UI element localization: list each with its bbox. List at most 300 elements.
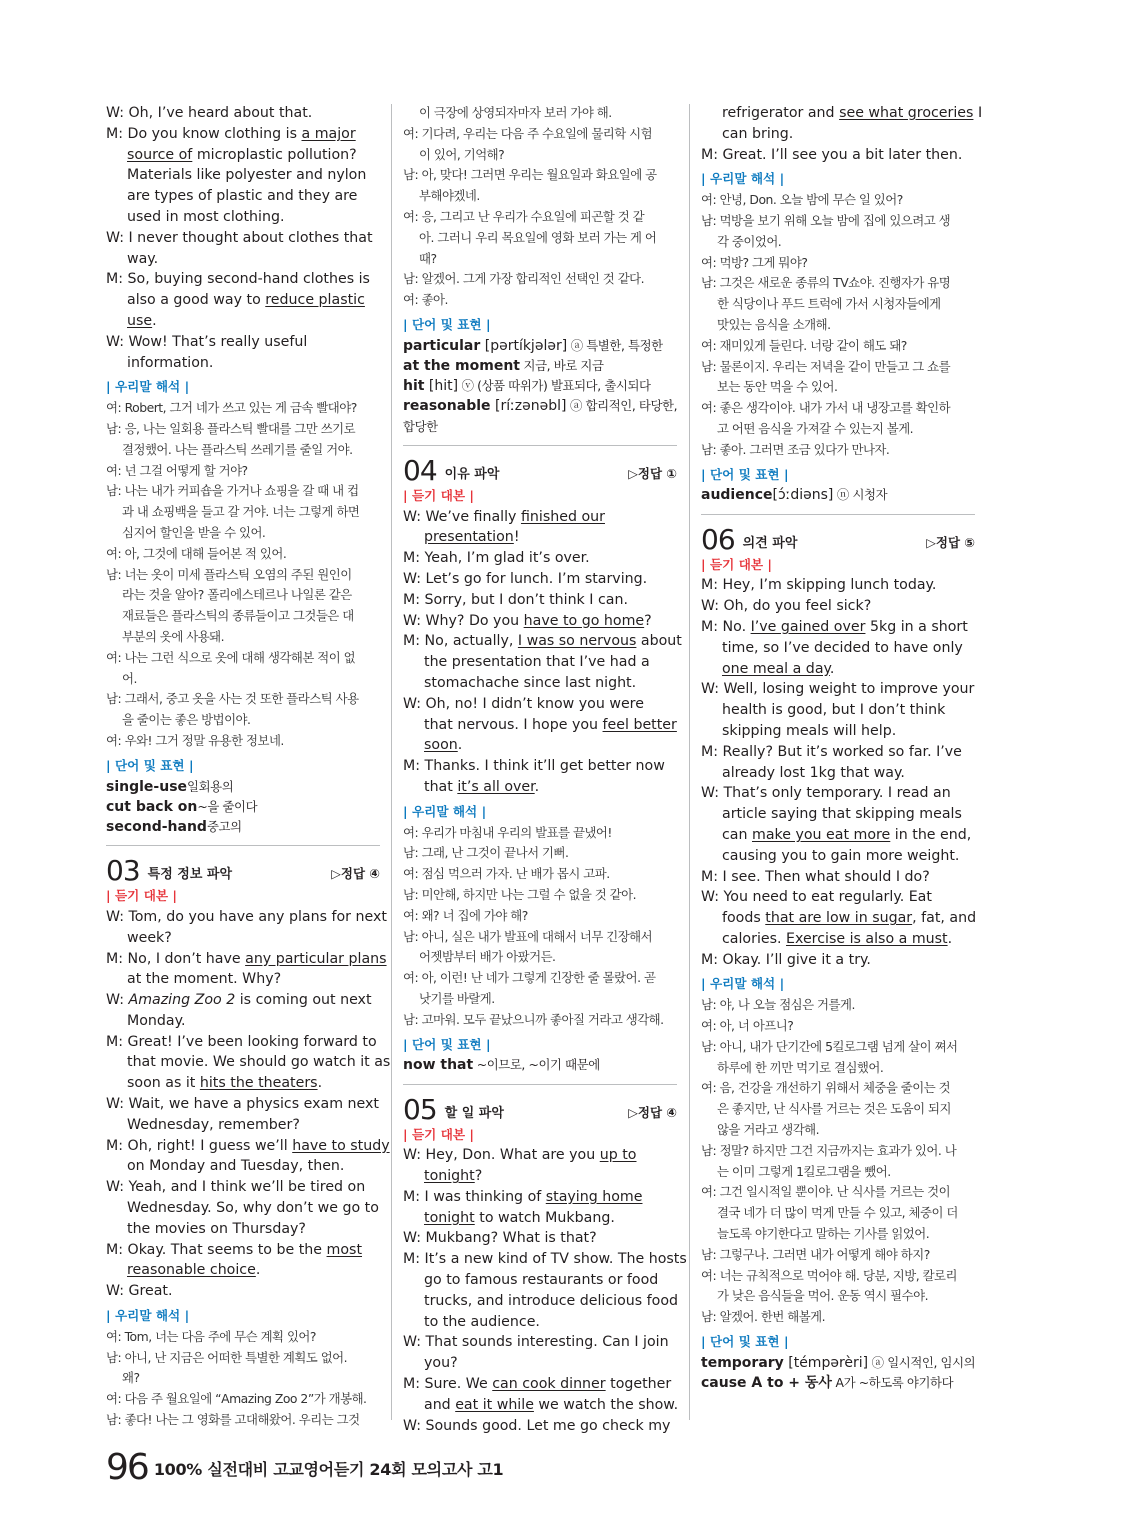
translation-line: 남: 아니, 실은 내가 발표에 대해서 너무 긴장해서 [403, 928, 653, 944]
underlined-phrase: use [127, 312, 153, 329]
script-line [701, 950, 975, 971]
translation-line: 한 식당이나 푸드 트럭에 가서 시청자들에게 [717, 296, 941, 312]
section-heading-script: | 듣기 대본 | [701, 556, 773, 572]
translation-line: 여: 응, 그리고 난 우리가 수요일에 피곤할 것 같 [403, 208, 645, 224]
translation-block [106, 398, 380, 752]
answer-label: ▷정답 ① [628, 465, 677, 481]
script-line [701, 804, 975, 825]
script-text: to watch Mukbang. [474, 1209, 615, 1226]
script-line [403, 1353, 677, 1374]
script-text: article saying that skipping meals [722, 806, 962, 823]
script-text: time, so I’ve decided to have only [722, 639, 963, 656]
script-line [701, 124, 975, 145]
script-text: foods [722, 910, 766, 927]
vocab-meaning: 합당한 [403, 418, 438, 434]
script-text: causing you to gain more weight. [722, 847, 960, 864]
script-line [106, 949, 387, 970]
underlined-phrase: staying home [545, 1188, 643, 1205]
script-text: microplastic pollution? [192, 146, 357, 163]
script-text: is coming out next [235, 992, 372, 1009]
translation-line: 부해야겠네. [419, 188, 480, 204]
script-text: at the moment. Why? [127, 971, 282, 988]
translation-line: 남: 그래서, 중고 옷을 사는 것 또한 플라스틱 사용 [106, 691, 359, 707]
script-text: we watch the show. [533, 1396, 679, 1413]
script-text: that [424, 778, 458, 795]
section-heading-script: | 듣기 대본 | [403, 487, 475, 503]
script-text: M: It’s a new kind of TV show. The hosts [403, 1251, 687, 1268]
script-line [403, 1187, 677, 1208]
translation-line: 하루에 한 끼만 먹기로 결심했어. [717, 1059, 884, 1075]
script-text: to the audience. [424, 1313, 540, 1330]
script-line [701, 575, 975, 596]
translation-line: 보는 동안 먹을 수 있어. [717, 379, 838, 395]
translation-line: 여: 좋아. [403, 292, 448, 308]
script-text: M: No, I don’t have [106, 950, 246, 967]
script-text: M: Do you know clothing is [106, 125, 302, 142]
question-header-05 [403, 1091, 677, 1125]
script-line [106, 1011, 380, 1032]
vocab-word: audience [701, 487, 773, 504]
script-text: . [829, 660, 835, 677]
translation-line: 않을 거라고 생각해. [717, 1122, 820, 1138]
script-text: M: Oh, right! I guess we’ll [106, 1137, 293, 1154]
script-text: week? [127, 929, 172, 946]
underlined-phrase: source of [127, 146, 193, 163]
underlined-phrase: any particular plans [245, 950, 387, 967]
script-text: that nervous. I hope you [424, 716, 603, 733]
script-line [701, 887, 975, 908]
script-text: M: Really? But it’s worked so far. I’ve [701, 743, 962, 760]
vocab-entry [701, 1353, 975, 1373]
script-line [403, 507, 677, 528]
script-line [106, 1177, 380, 1198]
script-text: M: Thanks. I think it’ll get better now [403, 758, 665, 775]
translation-block [701, 190, 975, 460]
underlined-phrase: reasonable choice [127, 1262, 256, 1279]
script-text: M: Yeah, I’m glad it’s over. [403, 550, 590, 567]
section-heading-vocab: | 단어 및 표현 | [403, 316, 491, 332]
script-text: . [947, 930, 953, 947]
script-line [106, 207, 380, 228]
vocab-entry [106, 817, 380, 837]
underlined-phrase: feel better [602, 716, 677, 733]
script-block [106, 907, 391, 1302]
vocab-meaning: 지금, 바로 지금 [520, 357, 604, 373]
script-line [403, 631, 682, 652]
book-title: 100% 실전대비 고교영어듣기 24회 모의고사 고1 [153, 1460, 504, 1479]
script-text: on Monday and Tuesday, then. [127, 1158, 345, 1175]
translation-line: 재료들은 플라스틱의 종류들이고 그것들은 대 [122, 608, 354, 624]
translation-line: 남: 그래, 난 그것이 끝나서 기뻐. [403, 845, 569, 861]
translation-line: 어젯밤부터 배가 아팠거든. [419, 949, 556, 965]
translation-line: 남: 알겠어. 그게 가장 합리적인 선택인 것 같다. [403, 271, 645, 287]
question-type: 의견 파악 [742, 535, 798, 551]
script-text: soon as it [127, 1075, 200, 1092]
script-line [106, 1136, 390, 1157]
script-text: M: Hey, I’m skipping lunch today. [701, 577, 937, 594]
underlined-phrase: reduce plastic [265, 292, 365, 309]
translation-line: 라는 것을 알아? 폴리에스테르나 나일론 같은 [122, 587, 352, 603]
translation-line: 여: Robert, 그거 네가 쓰고 있는 게 금속 빨대야? [106, 400, 357, 416]
translation-line: 여: 아, 너 아프니? [701, 1018, 794, 1034]
script-block [403, 507, 682, 798]
script-text: W: Well, losing weight to improve your [701, 681, 975, 698]
script-line [701, 700, 975, 721]
underlined-phrase: can cook dinner [492, 1376, 606, 1393]
vocab-word: cause A to + 동사 [701, 1375, 832, 1392]
vocab-word: temporary [701, 1354, 784, 1371]
vocab-entry [403, 336, 677, 356]
section-heading-vocab: | 단어 및 표현 | [403, 1036, 491, 1052]
translation-line: 남: 고마워. 모두 끝났으니까 좋아질 거라고 생각해. [403, 1011, 664, 1027]
translation-line: 늘도록 야기한다고 말하는 기사를 읽었어. [717, 1226, 930, 1242]
underlined-phrase: eat it while [455, 1396, 534, 1413]
script-text: W: Why? Do you [403, 612, 524, 629]
script-text: also a good way to [127, 292, 266, 309]
vocab-entry [106, 797, 380, 817]
vocab-word: hit [403, 378, 425, 395]
script-block [106, 103, 380, 373]
script-line [701, 825, 975, 846]
translation-line: 남: 아, 맞다! 그러면 우리는 월요일과 화요일에 공 [403, 167, 657, 183]
column-2 [403, 103, 687, 1436]
script-line [106, 1073, 380, 1094]
vocab-block [403, 1055, 677, 1075]
script-line [106, 928, 380, 949]
script-line [701, 596, 975, 617]
script-text: Amazing Zoo 2 [128, 992, 236, 1009]
question-header-06 [701, 521, 975, 555]
script-line [106, 1156, 380, 1177]
translation-line: 는 이미 그렇게 1킬로그램을 뺐어. [717, 1163, 891, 1179]
script-line [403, 1395, 677, 1416]
translation-line: 남: 물론이지. 우리는 저녁을 같이 만들고 그 쇼를 [701, 358, 951, 374]
underlined-phrase: soon [424, 737, 458, 754]
script-text: W: [106, 992, 129, 1009]
underlined-phrase: see what groceries [839, 105, 974, 121]
script-line [403, 1416, 677, 1437]
script-block [701, 575, 975, 970]
script-text: used in most clothing. [127, 208, 285, 225]
script-line [106, 145, 380, 166]
vocab-entry [701, 1373, 975, 1393]
translation-line: 때? [419, 250, 437, 266]
translation-line: 남: 야, 나 오늘 점심은 거를게. [701, 997, 855, 1013]
translation-line: 여: 안녕, Don. 오늘 밤에 무슨 일 있어? [701, 192, 903, 208]
section-heading-translation: | 우리말 해석 | [701, 976, 785, 992]
script-text: W: Hey, Don. What are you [403, 1147, 600, 1164]
underlined-phrase: I was so nervous [517, 633, 637, 650]
translation-line: 여: 점심 먹으러 가자. 난 배가 몹시 고파. [403, 866, 610, 882]
translation-line: 남: 너는 옷이 미세 플라스틱 오염의 주된 원인이 [106, 566, 352, 582]
script-text: go to famous restaurants or food [424, 1272, 659, 1289]
script-text: W: Tom, do you have any plans for next [106, 908, 387, 925]
script-text: M: Okay. That seems to be the [106, 1241, 327, 1258]
translation-line: 어. [122, 670, 137, 686]
question-header-03 [106, 852, 380, 886]
question-number: 03 [106, 854, 140, 888]
underlined-phrase: have to go home [523, 612, 645, 629]
section-heading-translation: | 우리말 해석 | [403, 803, 487, 819]
script-line [701, 679, 975, 700]
translation-line: 남: 정말? 하지만 그건 지금까지는 효과가 있어. 나 [701, 1142, 957, 1158]
script-text: W: Oh, no! I didn’t know you were [403, 695, 644, 712]
translation-line: 여: 좋은 생각이야. 내가 가서 내 냉장고를 확인하 [701, 400, 951, 416]
translation-line: 여: 나는 그런 식으로 옷에 대해 생각해본 적이 없 [106, 649, 356, 665]
script-text: Wednesday, remember? [127, 1116, 300, 1133]
script-text: health is good, but I don’t think [722, 702, 946, 719]
vocab-meaning: 일회용의 [187, 778, 234, 794]
pronunciation: [ɔ́ːdiəns] [772, 487, 834, 504]
translation-line: 가 낮은 음식들을 먹어. 운동 역시 필수야. [717, 1288, 929, 1304]
translation-line: 여: 왜? 너 집에 가야 해? [403, 907, 528, 923]
script-text: way. [127, 250, 159, 267]
translation-line: 여: Tom, 너는 다음 주에 무슨 계획 있어? [106, 1328, 316, 1344]
script-text: M: So, buying second-hand clothes is [106, 271, 370, 288]
script-text: W: Mukbang? What is that? [403, 1230, 597, 1247]
vocab-entry [106, 777, 380, 797]
script-line [701, 929, 975, 950]
script-line [701, 721, 975, 742]
script-line [701, 783, 975, 804]
script-line [403, 1332, 677, 1353]
pronunciation: [hit] [424, 378, 459, 395]
vocab-block [701, 1353, 975, 1393]
script-text: Monday. [127, 1012, 186, 1029]
script-line [106, 249, 380, 270]
script-text: . [255, 1262, 261, 1279]
script-line [403, 652, 677, 673]
translation-line: 부분의 옷에 사용돼. [122, 628, 225, 644]
translation-line: 여: 넌 그걸 어떻게 할 거야? [106, 462, 248, 478]
script-text: the movies on Thursday? [127, 1220, 306, 1237]
script-text: refrigerator and [722, 105, 840, 121]
pronunciation: [pərtíkjələr] [480, 337, 568, 354]
script-line [106, 990, 380, 1011]
divider [701, 514, 975, 515]
script-text: M: I see. Then what should I do? [701, 868, 930, 885]
script-line [106, 103, 380, 124]
script-text: W: Oh, I’ve heard about that. [106, 105, 313, 121]
translation-line: 이 극장에 상영되자마자 보러 가야 해. [419, 105, 612, 120]
vocab-entry [403, 356, 677, 376]
script-line [106, 907, 387, 928]
script-line [106, 969, 380, 990]
script-line [403, 611, 677, 632]
section-heading-vocab: | 단어 및 표현 | [701, 1334, 789, 1350]
translation-line: 남: 아니, 난 지금은 어떠한 특별한 계획도 없어. [106, 1349, 348, 1365]
script-line [403, 590, 677, 611]
script-text: skipping meals will help. [722, 722, 897, 739]
vocab-block [701, 485, 975, 505]
script-line [106, 228, 380, 249]
script-line [701, 103, 983, 124]
translation-line: 남: 알겠어. 한번 해볼게. [701, 1309, 826, 1325]
translation-line: 여: 기다려, 우리는 다음 주 수요일에 물리학 시험 [403, 125, 653, 141]
question-header-04 [403, 452, 677, 486]
translation-block [701, 995, 975, 1328]
translation-line: 남: 아니, 내가 단기간에 5킬로그램 넘게 살이 쪄서 [701, 1038, 958, 1054]
translation-line: 남: 그렇구나. 그러면 내가 어떻게 해야 하지? [701, 1246, 930, 1262]
underlined-phrase: tonight [424, 1168, 475, 1185]
script-line [403, 777, 677, 798]
script-text: M: Okay. I’ll give it a try. [701, 951, 871, 968]
section-heading-vocab: | 단어 및 표현 | [701, 466, 789, 482]
underlined-phrase: a major [301, 125, 356, 142]
script-text: . [534, 778, 540, 795]
underlined-phrase: I’ve gained over [750, 618, 866, 635]
script-text: that movie. We should go watch it as [127, 1054, 391, 1071]
answer-label: ▷정답 ④ [331, 866, 380, 882]
question-type: 이유 파악 [444, 466, 500, 482]
translation-line: 아. 그러니 우리 목요일에 영화 보러 가는 게 어 [419, 229, 657, 245]
script-line [403, 1270, 677, 1291]
script-text: information. [127, 354, 214, 371]
translation-line: 여: 아, 그것에 대해 들어본 적 있어. [106, 545, 287, 561]
vocab-word: reasonable [403, 398, 491, 415]
script-text: W: Oh, do you feel sick? [701, 598, 872, 615]
translation-line: 각 중이었어. [717, 233, 782, 249]
script-text: M: I was thinking of [403, 1188, 546, 1205]
translation-line: 을 줄이는 좋은 방법이야. [122, 712, 251, 728]
script-text: , fat, and [912, 910, 977, 927]
vocab-entry [403, 376, 677, 396]
script-line [106, 1260, 380, 1281]
vocab-meaning: ⓥ (상품 따위가) 발표되다, 출시되다 [458, 378, 651, 394]
script-text: W: That’s only temporary. I read an [701, 785, 951, 802]
divider [403, 1084, 677, 1085]
translation-line: 남: 미안해, 하지만 나는 그럴 수 없을 것 같아. [403, 886, 637, 902]
translation-block [403, 823, 677, 1031]
vocab-entry [701, 485, 975, 505]
vocab-entry [403, 396, 677, 416]
vocab-meaning: A가 ~하도록 야기하다 [831, 1375, 954, 1391]
script-text: W: Sounds good. Let me go check my [403, 1417, 671, 1434]
vocab-meaning: ~을 줄이다 [197, 798, 258, 814]
vocab-word: single-use [106, 778, 188, 795]
translation-line: 낫기를 바랄게. [419, 990, 495, 1006]
script-line [106, 124, 380, 145]
translation-line: 남: 좋아. 그러면 조금 있다가 만나자. [701, 441, 890, 457]
script-line [701, 742, 975, 763]
answer-label: ▷정답 ⑤ [926, 534, 975, 550]
underlined-phrase: up to [599, 1147, 637, 1164]
script-line [701, 638, 975, 659]
section-heading-vocab: | 단어 및 표현 | [106, 757, 194, 773]
translation-line: 여: 먹방? 그게 뭐야? [701, 254, 808, 270]
question-number: 04 [403, 453, 437, 487]
translation-line: 여: 너는 규칙적으로 먹어야 해. 당분, 지방, 칼로리 [701, 1267, 957, 1283]
script-text: . [317, 1075, 323, 1092]
script-line [106, 1115, 380, 1136]
script-text: ? [644, 612, 652, 629]
vocab-meaning: ⓐ 특별한, 특정한 [567, 337, 663, 353]
script-text: calories. [722, 930, 787, 947]
translation-line: 여: 음, 건강을 개선하기 위해서 체중을 줄이는 것 [701, 1080, 951, 1096]
question-type: 특정 정보 파악 [147, 867, 233, 883]
script-text: 5kg in a short [865, 618, 968, 635]
script-text: W: Yeah, and I think we’ll be tired on [106, 1179, 366, 1196]
question-number: 06 [701, 522, 735, 556]
pronunciation: [témpərèri] [783, 1354, 869, 1371]
translation-line: 결국 네가 더 많이 먹게 만들 수 있고, 체중이 더 [717, 1205, 958, 1221]
script-text: M: Great! I’ve been looking forward to [106, 1033, 377, 1050]
script-line [106, 290, 380, 311]
script-line [106, 165, 380, 186]
translation-line: 왜? [122, 1370, 140, 1386]
answer-label: ▷정답 ④ [628, 1104, 677, 1120]
script-text: can bring. [722, 125, 794, 142]
translation-line: 여: 우리가 마침내 우리의 발표를 끝냈어! [403, 824, 612, 840]
script-line [701, 145, 975, 166]
script-line [403, 1228, 677, 1249]
script-text: in the end, [890, 826, 972, 843]
page-number: 96 [106, 1447, 148, 1488]
divider [403, 445, 677, 446]
script-text: M: Sure. We [403, 1376, 493, 1393]
translation-line: 과 내 쇼핑백을 들고 갈 거야. 너는 그렇게 하면 [122, 504, 360, 520]
translation-line: 고 어떤 음식을 가져갈 수 있는지 볼게. [717, 420, 914, 436]
script-text: W: I never thought about clothes that [106, 229, 373, 246]
script-text: can [722, 826, 752, 843]
script-line [106, 1052, 391, 1073]
vocab-meaning: ⓐ 일시적인, 임시의 [868, 1354, 976, 1370]
translation-line: 심지어 할인을 받을 수 있어. [122, 524, 266, 540]
translation-line: 이 있어, 기억해? [419, 146, 505, 162]
translation-block [106, 1327, 380, 1431]
vocab-block [106, 777, 380, 838]
column-1 [106, 103, 391, 1431]
script-text: W: Great. [106, 1283, 173, 1300]
page-footer [106, 1447, 504, 1488]
script-line [701, 908, 975, 929]
script-line [701, 763, 975, 784]
underlined-phrase: have to study [292, 1137, 390, 1154]
script-line [403, 673, 677, 694]
script-line [701, 867, 975, 888]
translation-line: 은 좋지만, 난 식사를 거르는 것은 도움이 되지 [717, 1101, 951, 1117]
script-line [106, 1198, 380, 1219]
script-line [403, 527, 677, 548]
script-text: stomachache since last night. [424, 674, 637, 691]
translation-line: 남: 먹방을 보기 위해 오늘 밤에 집에 있으려고 생 [701, 212, 951, 228]
underlined-phrase: finished our [520, 508, 605, 525]
script-text: M: Great. I’ll see you a bit later then. [701, 146, 963, 163]
script-text: trucks, and introduce delicious food [424, 1292, 679, 1309]
question-type: 할 일 파악 [444, 1105, 504, 1121]
script-line [403, 715, 677, 736]
underlined-phrase: make you eat more [752, 826, 891, 843]
script-line [106, 311, 380, 332]
section-heading-translation: | 우리말 해석 | [106, 1308, 190, 1324]
script-text: W: That sounds interesting. Can I join [403, 1334, 669, 1351]
vocab-word: particular [403, 337, 481, 354]
vocab-meaning: ⓐ 합리적인, 타당한, [566, 398, 678, 414]
vocab-word: at the moment [403, 357, 520, 374]
underlined-phrase: that are low in sugar [765, 910, 913, 927]
vocab-meaning: ~이므로, ~이기 때문에 [473, 1057, 600, 1073]
script-text: M: No. [701, 618, 751, 635]
script-text: M: No, actually, [403, 633, 518, 650]
script-text: about [636, 633, 682, 650]
column-divider [391, 104, 392, 1420]
script-line [701, 659, 975, 680]
underlined-phrase: most [326, 1241, 363, 1258]
script-line [403, 548, 677, 569]
script-line [106, 1094, 380, 1115]
script-text: you? [424, 1355, 458, 1372]
script-text: W: Wait, we have a physics exam next [106, 1096, 379, 1113]
